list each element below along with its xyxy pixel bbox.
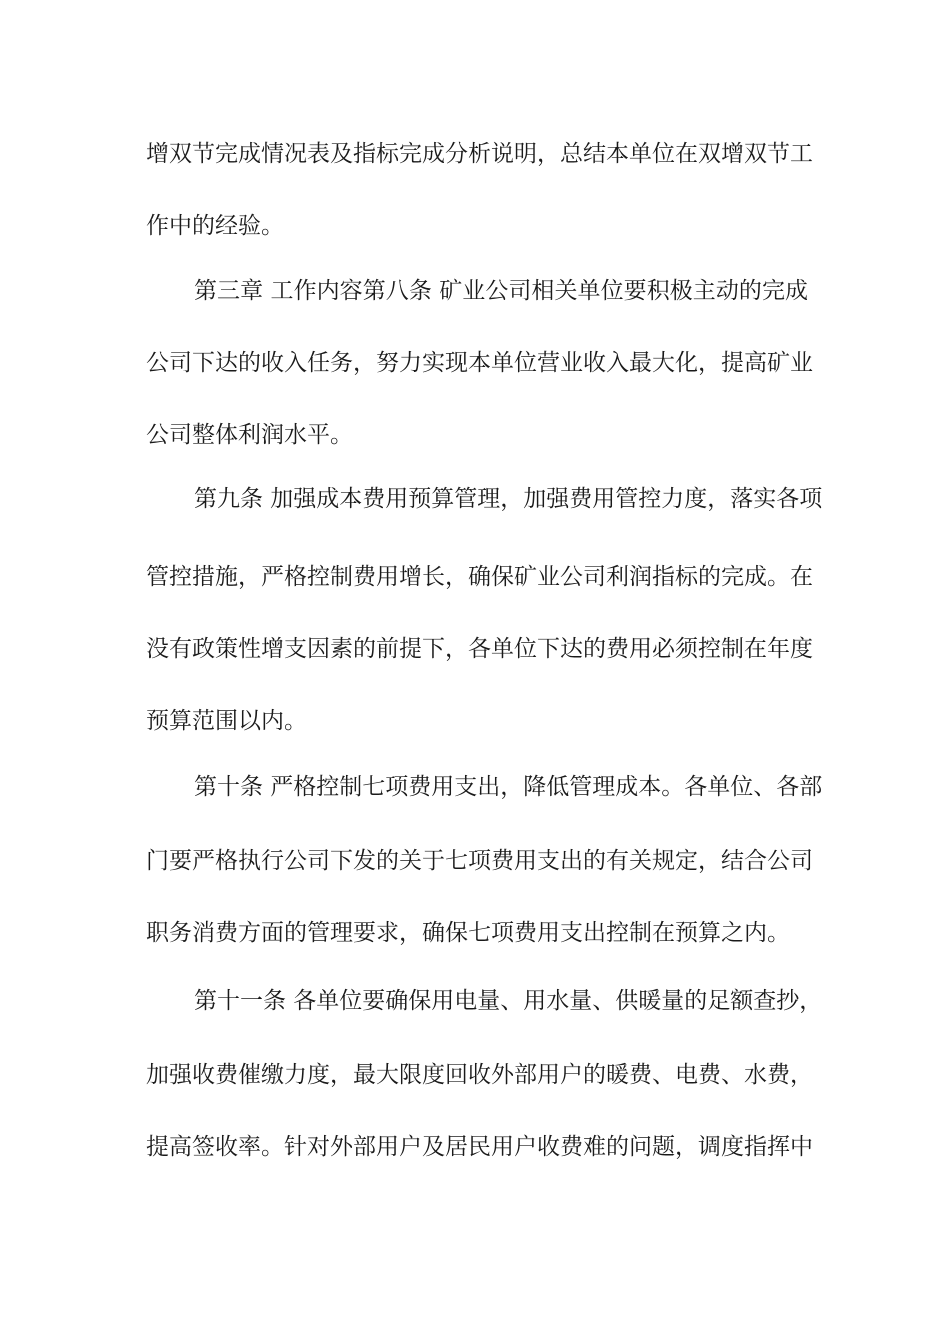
- text-line: 提高签收率。针对外部用户及居民用户收费难的问题，调度指挥中: [146, 1134, 813, 1160]
- text-line: 管控措施，严格控制费用增长，确保矿业公司利润指标的完成。在: [146, 564, 813, 590]
- text-line: 公司整体利润水平。: [146, 422, 353, 448]
- text-line: 作中的经验。: [146, 213, 284, 239]
- text-line: 第三章 工作内容第八条 矿业公司相关单位要积极主动的完成: [194, 278, 808, 304]
- text-line: 增双节完成情况表及指标完成分析说明，总结本单位在双增双节工: [146, 141, 813, 167]
- text-line: 第十一条 各单位要确保用电量、用水量、供暖量的足额查抄，: [194, 988, 823, 1014]
- text-line: 公司下达的收入任务，努力实现本单位营业收入最大化，提高矿业: [146, 350, 813, 376]
- text-line: 预算范围以内。: [146, 708, 307, 734]
- text-line: 没有政策性增支因素的前提下，各单位下达的费用必须控制在年度: [146, 636, 813, 662]
- text-line: 第十条 严格控制七项费用支出，降低管理成本。各单位、各部: [194, 774, 823, 800]
- text-line: 职务消费方面的管理要求，确保七项费用支出控制在预算之内。: [146, 920, 790, 946]
- text-line: 第九条 加强成本费用预算管理，加强费用管控力度，落实各项: [194, 486, 823, 512]
- text-line: 门要严格执行公司下发的关于七项费用支出的有关规定，结合公司: [146, 848, 813, 874]
- text-line: 加强收费催缴力度，最大限度回收外部用户的暖费、电费、水费，: [146, 1062, 813, 1088]
